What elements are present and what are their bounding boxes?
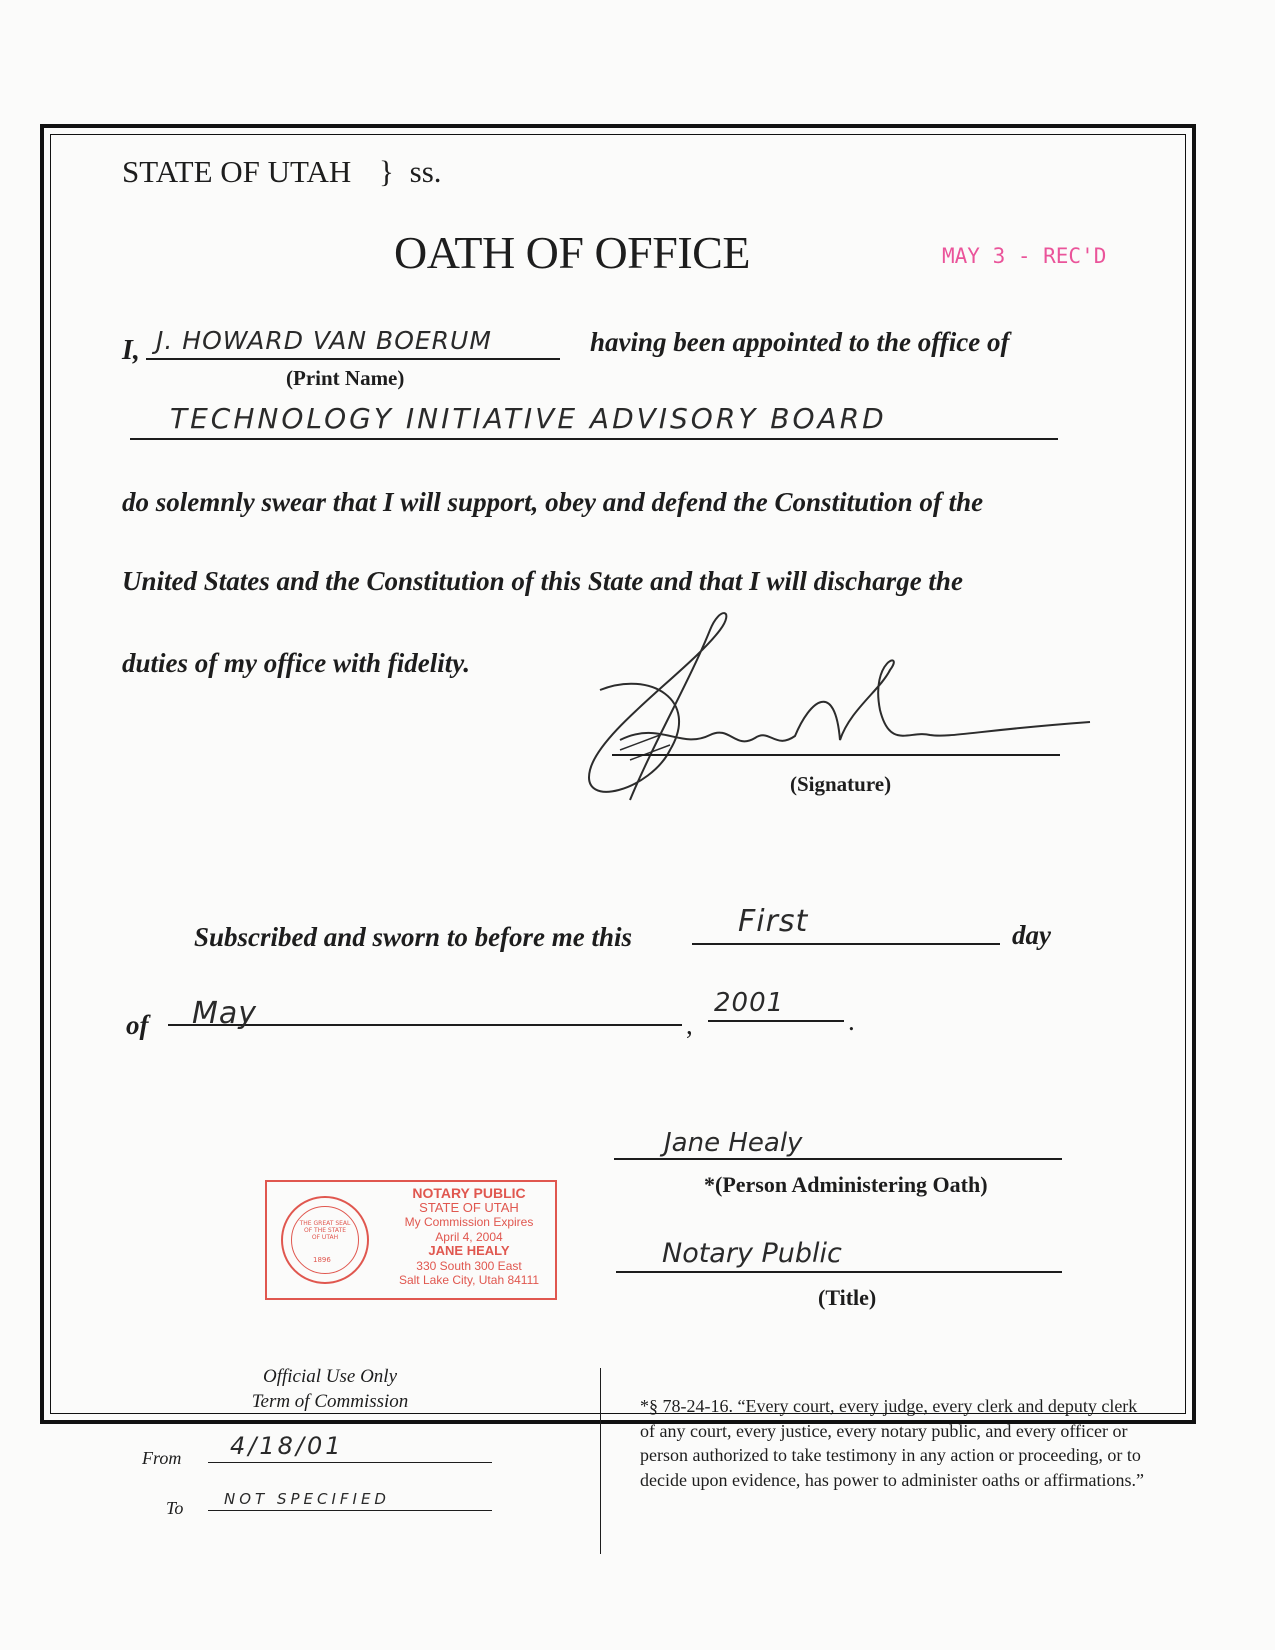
stamp-line-7: Salt Lake City, Utah 84111: [398, 1273, 540, 1287]
stamp-text: [385, 1186, 553, 1288]
stamp-line-2: STATE OF UTAH: [419, 1199, 519, 1215]
stamp-line-5: JANE HEALY: [428, 1243, 510, 1258]
of-label: of: [126, 1010, 149, 1040]
notary-stamp: [265, 1180, 557, 1300]
office-value: TECHNOLOGY INITIATIVE ADVISORY BOARD: [170, 402, 887, 435]
month-value: May: [192, 996, 258, 1031]
administrator-rule: [614, 1158, 1062, 1160]
title-caption: (Title): [818, 1285, 877, 1310]
comma: ,: [686, 1010, 693, 1040]
brace: }: [379, 154, 394, 189]
state-name: STATE OF UTAH: [122, 154, 352, 189]
oath-body-line1: do solemnly swear that I will support, obey and defend the Constitution of the: [122, 487, 984, 517]
day-value: First: [738, 904, 809, 939]
ss-label: ss.: [409, 154, 442, 189]
signature-caption: (Signature): [790, 772, 892, 796]
oath-prefix: I,: [122, 335, 140, 366]
oath-body-line3: duties of my office with fidelity.: [122, 648, 470, 678]
seal-text: THE GREAT SEAL OF THE STATE OF UTAH: [299, 1220, 351, 1241]
seal-year: 1896: [313, 1256, 331, 1264]
to-rule: [208, 1510, 492, 1511]
year-rule: [708, 1020, 844, 1022]
from-label: From: [142, 1448, 182, 1468]
name-value: J. HOWARD VAN BOERUM: [156, 326, 492, 355]
vertical-divider: [600, 1368, 601, 1554]
office-rule: [130, 438, 1058, 440]
day-label: day: [1012, 920, 1051, 950]
title-value: Notary Public: [662, 1238, 842, 1269]
stamp-line-4: April 4, 2004: [435, 1229, 503, 1244]
state-seal: [281, 1196, 369, 1284]
name-caption: (Print Name): [286, 366, 405, 390]
administrator-signature: Jane Healy: [664, 1128, 803, 1158]
year-value: 2001: [714, 988, 785, 1018]
official-heading-1: Official Use Only: [262, 1366, 398, 1387]
name-rule: [146, 358, 560, 360]
appointed-text: having been appointed to the office of: [590, 327, 1010, 357]
signature-rule: [612, 754, 1060, 756]
from-rule: [208, 1462, 492, 1463]
received-stamp: MAY 3 - REC'D: [942, 244, 1107, 268]
oath-body-line2: United States and the Constitution of this State and that I will discharge the: [122, 566, 963, 596]
official-use-heading: [180, 1364, 480, 1414]
administrator-caption: *(Person Administering Oath): [704, 1172, 988, 1197]
state-heading: [122, 154, 442, 190]
statute-footnote: *§ 78-24-16. “Every court, every judge, every clerk and deputy clerk of any court, every justice, every notary public, and every officer or person authorized to take testimony in any action or proceeding, or to decide upon evidence, has power to administer oaths or affirmations.”: [640, 1396, 1145, 1490]
to-label: To: [166, 1498, 184, 1518]
stamp-line-3: My Commission Expires: [404, 1215, 534, 1229]
official-heading-2: Term of Commission: [251, 1391, 409, 1412]
day-rule: [692, 943, 1000, 945]
to-value: NOT SPECIFIED: [224, 1490, 390, 1508]
stamp-line-6: 330 South 300 East: [416, 1258, 522, 1273]
title-rule: [616, 1271, 1062, 1273]
sworn-text: Subscribed and sworn to before me this: [194, 922, 633, 952]
stamp-line-1: NOTARY PUBLIC: [412, 1185, 526, 1201]
from-value: 4/18/01: [230, 1432, 344, 1460]
page-title: OATH OF OFFICE: [394, 227, 750, 278]
period: .: [848, 1006, 855, 1036]
